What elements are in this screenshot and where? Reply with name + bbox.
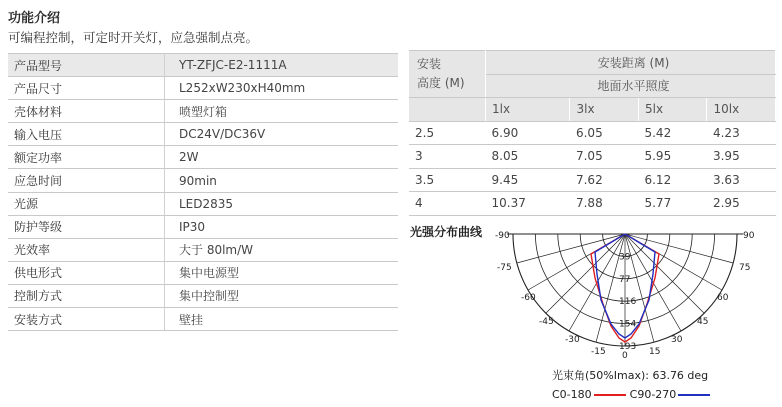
spec-value: 2W <box>165 146 399 169</box>
angle-label: 30 <box>671 335 683 345</box>
spec-table <box>8 53 398 331</box>
polar-intensity-chart <box>495 226 755 366</box>
spec-key: 输入电压 <box>8 123 165 146</box>
distance-cell: 5.95 <box>638 145 707 169</box>
angle-label: 0 <box>622 351 628 361</box>
distance-group-header: 安装距离 (M) <box>486 51 776 75</box>
radial-label: 77 <box>619 274 631 285</box>
distance-row <box>409 192 776 216</box>
spec-value: 壁挂 <box>165 308 399 331</box>
radial-label: 39 <box>619 252 631 263</box>
intro-text: 可编程控制，可定时开关灯，应急强制点亮。 <box>8 30 259 45</box>
radial-label: 193 <box>619 342 637 352</box>
height-cell: 2.5 <box>409 121 486 145</box>
distance-row <box>409 121 776 145</box>
distance-cell: 3.95 <box>707 145 776 169</box>
spec-key: 控制方式 <box>8 284 165 307</box>
spec-key: 额定功率 <box>8 146 165 169</box>
spec-key: 光效率 <box>8 238 165 261</box>
spec-row <box>8 261 398 284</box>
section-title: 功能介绍 <box>8 11 61 26</box>
spec-key: 产品尺寸 <box>8 77 165 100</box>
angle-label: 90 <box>743 231 755 241</box>
polar-spoke <box>625 234 733 263</box>
legend-line-c90 <box>678 394 710 396</box>
spec-row <box>8 238 398 261</box>
radial-label: 154 <box>619 319 637 330</box>
spec-value: 90min <box>165 169 399 192</box>
distance-cell: 6.05 <box>570 121 639 145</box>
illuminance-header: 地面水平照度 <box>486 74 776 98</box>
spec-key: 应急时间 <box>8 169 165 192</box>
spec-row <box>8 284 398 307</box>
angle-label: -90 <box>495 231 510 241</box>
lux-column-header: 3lx <box>570 98 639 122</box>
distance-cell: 9.45 <box>486 168 570 192</box>
lux-column-header: 5lx <box>638 98 707 122</box>
spec-row <box>8 146 398 169</box>
lux-column-header: 10lx <box>707 98 776 122</box>
spec-value: IP30 <box>165 215 399 238</box>
spec-value: 大于 80lm/W <box>165 238 399 261</box>
angle-label: -30 <box>565 335 580 345</box>
distance-cell: 3.63 <box>707 168 776 192</box>
distance-cell: 8.05 <box>486 145 570 169</box>
spec-row <box>8 123 398 146</box>
spec-row <box>8 169 398 192</box>
angle-label: 15 <box>649 347 661 357</box>
distance-cell: 10.37 <box>486 192 570 216</box>
distance-cell: 7.88 <box>570 192 639 216</box>
lux-column-header: 1lx <box>486 98 570 122</box>
distance-cell: 7.62 <box>570 168 639 192</box>
distance-table <box>409 50 776 216</box>
spec-row <box>8 100 398 123</box>
spec-key: 供电形式 <box>8 261 165 284</box>
height-cell: 3.5 <box>409 168 486 192</box>
height-header: 安装 高度 (M) <box>409 51 486 98</box>
distance-cell: 5.42 <box>638 121 707 145</box>
lux-header-spacer <box>409 98 486 122</box>
angle-label: 45 <box>697 317 709 327</box>
spec-value: 喷塑灯箱 <box>165 100 399 123</box>
spec-value: L252xW230xH40mm <box>165 77 399 100</box>
spec-row <box>8 308 398 331</box>
spec-row <box>8 192 398 215</box>
spec-value: 集中电源型 <box>165 261 399 284</box>
curve-legend <box>552 388 714 401</box>
spec-key: 防护等级 <box>8 215 165 238</box>
beam-angle-text: 光束角(50%Imax): 63.76 deg <box>552 369 709 382</box>
spec-value: 集中控制型 <box>165 284 399 307</box>
spec-value: LED2835 <box>165 192 399 215</box>
spec-value: DC24V/DC36V <box>165 123 399 146</box>
polar-spoke <box>625 234 704 313</box>
angle-label: -75 <box>497 263 512 273</box>
spec-key: 安装方式 <box>8 308 165 331</box>
spec-row <box>8 215 398 238</box>
distance-cell: 7.05 <box>570 145 639 169</box>
distance-cell: 6.90 <box>486 121 570 145</box>
distance-cell: 5.77 <box>638 192 707 216</box>
radial-label: 116 <box>619 297 637 308</box>
spec-row <box>8 77 398 100</box>
legend-label-c90: C90-270 <box>629 388 677 401</box>
distance-cell: 6.12 <box>638 168 707 192</box>
spec-key: 壳体材料 <box>8 100 165 123</box>
distance-row <box>409 168 776 192</box>
angle-label: -60 <box>521 293 536 303</box>
angle-label: -15 <box>591 347 606 357</box>
spec-value: YT-ZFJC-E2-1111A <box>165 54 399 77</box>
spec-row <box>8 54 398 77</box>
legend-line-c0 <box>594 394 626 396</box>
angle-label: 60 <box>717 293 729 303</box>
spec-key: 产品型号 <box>8 54 165 77</box>
angle-label: 75 <box>739 263 751 273</box>
height-cell: 3 <box>409 145 486 169</box>
distance-cell: 4.23 <box>707 121 776 145</box>
distance-row <box>409 145 776 169</box>
polar-spoke <box>517 234 625 263</box>
height-cell: 4 <box>409 192 486 216</box>
legend-label-c0: C0-180 <box>552 388 592 401</box>
polar-spoke <box>546 234 625 313</box>
angle-label: -45 <box>539 317 554 327</box>
distance-cell: 2.95 <box>707 192 776 216</box>
spec-key: 光源 <box>8 192 165 215</box>
curve-title: 光强分布曲线 <box>410 225 483 239</box>
